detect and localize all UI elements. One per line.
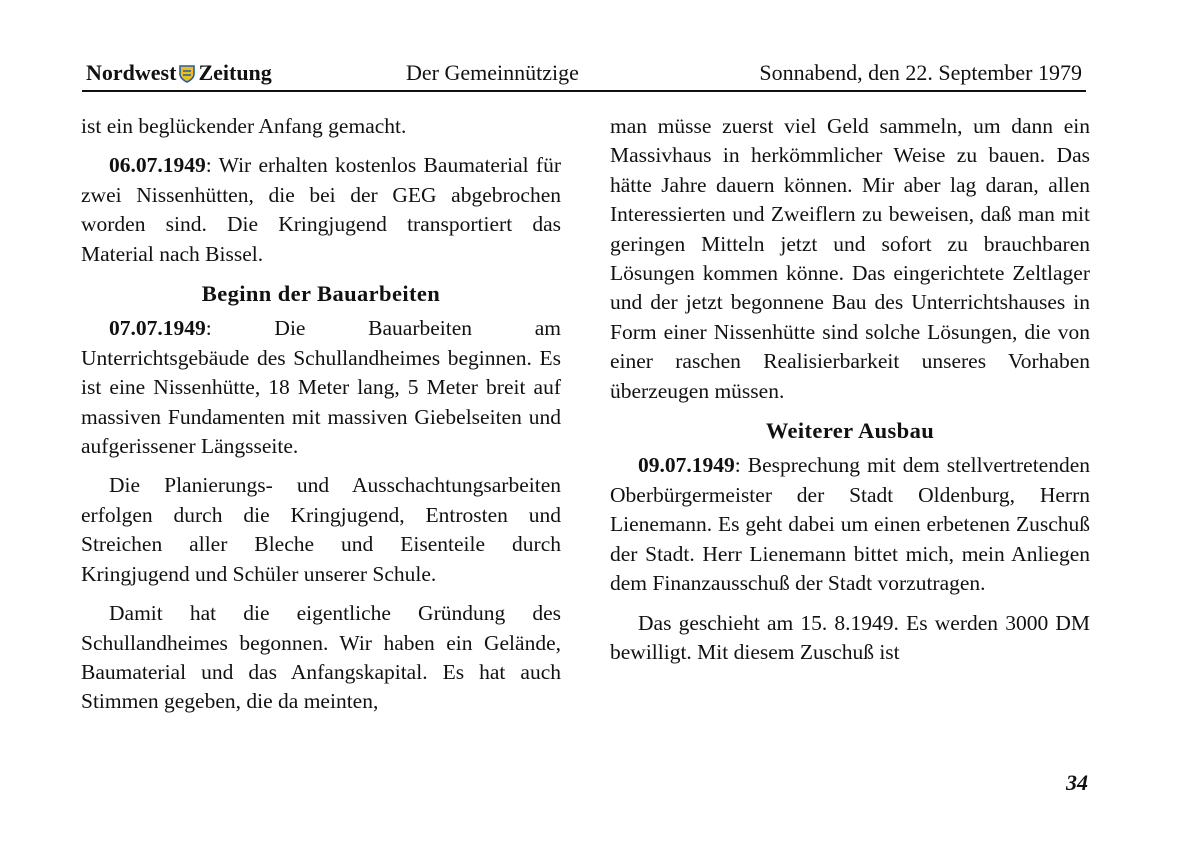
entry-date: 06.07.1949 <box>109 153 206 178</box>
paragraph: Die Planierungs- und Ausschachtungsarbeiten erfolgen durch die Kringjugend, Entrosten und Streichen aller Bleche und Eisenteile durch Kringjugend und Schüler unserer Schule. <box>81 473 561 586</box>
entry-text: : Die Bauarbeiten am Unterrichtsgebäude des Schullandheimes beginnen. Es ist eine Nissenhütte, 18 Meter lang, 5 Meter breit auf massiven Fundamenten mit massiven Giebelseiten und aufgerissener Längsseite. <box>81 316 561 459</box>
right-column <box>610 112 1090 677</box>
left-column <box>81 112 561 727</box>
page-number: 34 <box>1066 770 1088 795</box>
paragraph <box>81 314 561 461</box>
section-heading: Beginn der Bauarbeiten <box>201 281 441 307</box>
entry-text: : Wir erhalten kostenlos Baumaterial für zwei Nissenhütten, die bei der GEG abgebrochen worden sind. Die Kringjugend transportiert das Material nach Bissel. <box>81 153 561 266</box>
issue-date: Sonnabend, den 22. September 1979 <box>759 60 1082 85</box>
paragraph: ist ein beglückender Anfang gemacht. <box>81 114 407 138</box>
section-title: Der Gemeinnützige <box>406 60 579 85</box>
paragraph: Damit hat die eigentliche Gründung des Schullandheimes begonnen. Wir haben ein Gelände, Baumaterial und das Anfangskapital. Es hat auch Stimmen gegeben, die da meinten, <box>81 601 561 714</box>
paragraph <box>81 151 561 269</box>
page-header <box>82 56 1086 92</box>
paragraph: man müsse zuerst viel Geld sammeln, um dann ein Massivhaus in herkömmlicher Weise zu bauen. Das hätte Jahre dauern können. Mir aber lag daran, allen Interessierten und Zweiflern zu beweisen, daß man mit geringen Mitteln jetzt und sofort zu brauchbaren Lösungen kommen könne. Das eingerichtete Zeltlager und der jetzt begonnene Bau des Unterrichtshauses in Form einer Nissenhütte sind solche Lösungen, die von einer raschen Realisierbarkeit unseres Vorhaben überzeugen müssen. <box>610 114 1090 403</box>
entry-date: 07.07.1949 <box>109 316 206 341</box>
entry-date: 09.07.1949 <box>638 453 735 478</box>
masthead-zeitung: Zeitung <box>198 60 272 85</box>
paragraph: Das geschieht am 15. 8.1949. Es werden 3000 DM bewilligt. Mit diesem Zuschuß ist <box>610 610 1090 664</box>
entry-text: : Besprechung mit dem stellvertretenden Oberbürgermeister der Stadt Oldenburg, Herrn Lienemann. Es geht dabei um einen erbetenen Zuschuß der Stadt. Herr Lienemann bittet mich, mein Anliegen dem Finanzausschuß der Stadt vorzutragen. <box>610 453 1090 596</box>
newspaper-masthead <box>86 60 272 86</box>
paragraph <box>610 451 1090 598</box>
section-heading: Weiterer Ausbau <box>765 418 935 444</box>
masthead-nordwest: Nordwest <box>86 60 177 85</box>
crest-icon <box>179 65 195 83</box>
